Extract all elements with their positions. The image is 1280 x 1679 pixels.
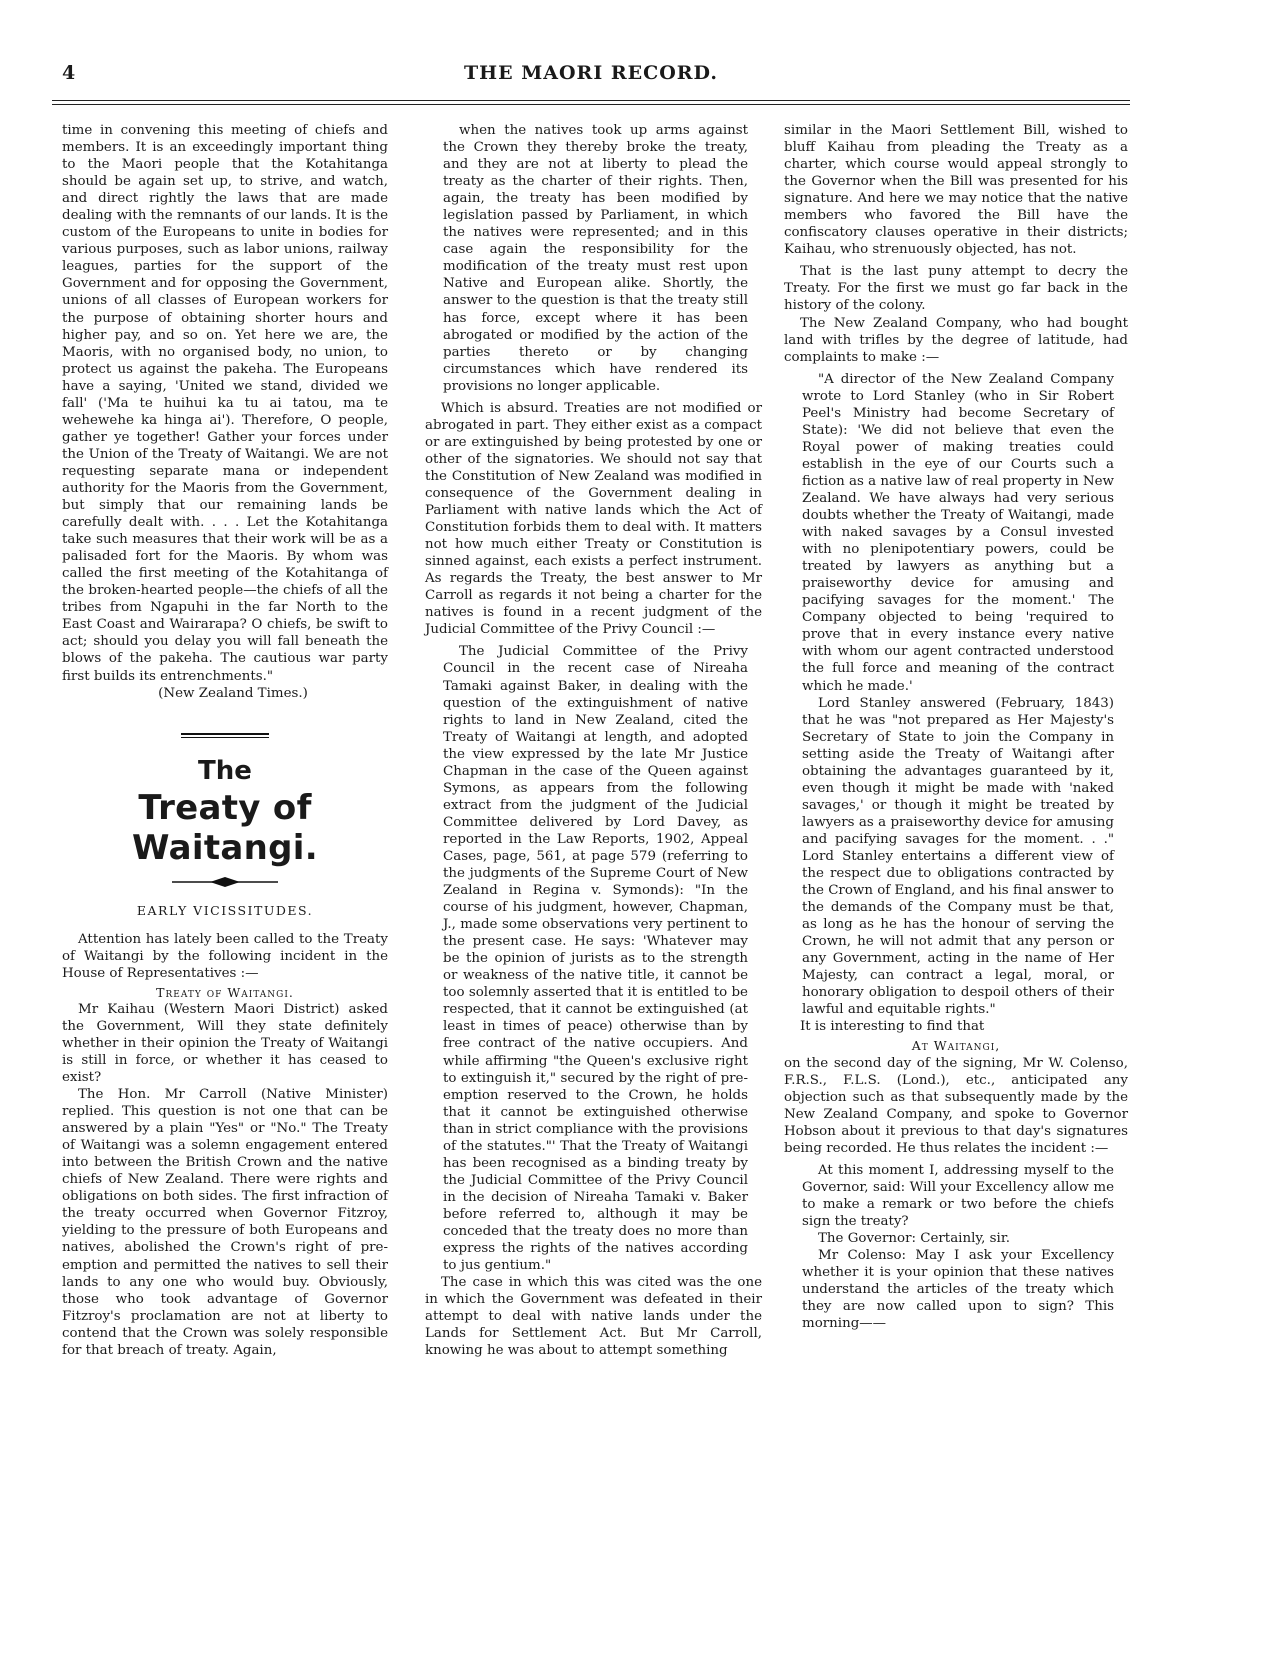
paragraph: Attention has lately been called to the Treaty of Waitangi by the following incident in the House of Representatives :— xyxy=(62,931,388,981)
page-number: 4 xyxy=(62,62,76,84)
quoted-paragraph: Lord Stanley answered (February, 1843) that he was "not prepared as Her Majesty's Secretary of State to join the Company in setting aside the Treaty of Waitangi after obtaining the advantages guaranteed by it, even though it might be made with 'naked savages,' or though it might be treated by lawyers as a praiseworthy device for amusing and pacifying savages for the moment. . ." Lord Stanley entertains a different view of the respect due to obligations contracted by the Crown of England, and his final answer to the demands of the Company must be that, as long as he has the honour of serving the Crown, he will not admit that any person or any Government, acting in the name of Her Majesty, can contract a legal, moral, or honorary obligation to despoil others of their lawful and equitable rights." xyxy=(802,695,1114,1018)
paragraph: The New Zealand Company, who had bought land with trifles by the degree of latitude, had complaints to make :— xyxy=(784,315,1128,365)
quoted-paragraph: At this moment I, addressing myself to the Governor, said: Will your Excellency allow me to make a remark or two before the chiefs sign the treaty? xyxy=(802,1162,1114,1229)
section-heading: Treaty of Waitangi. xyxy=(156,984,294,1000)
quoted-paragraph: "A director of the New Zealand Company wrote to Lord Stanley (who in Sir Robert Peel's Ministry had become Secretary of State): 'We did not believe that even the Royal power of making treaties could establish in the eye of our Courts such a fiction as a native law of real property in New Zealand. We have always had very serious doubts whether the Treaty of Waitangi, made with naked savages by a Consul invested with no plenipotentiary powers, could be treated by lawyers as anything but a praiseworthy device for amusing and pacifying savages for the moment.' The Company objected to being 'required to prove that in every instance every native with whom our agent contracted understood the full force and meaning of the contract which he made.' xyxy=(802,371,1114,694)
paragraph: on the second day of the signing, Mr W. Colenso, F.R.S., F.L.S. (Lond.), etc., anticipated any objection such as that subsequently made by the New Zealand Company, and spoke to Governor Hobson about it previous to that day's signatures being recorded. He thus relates the incident :— xyxy=(784,1055,1128,1156)
article-title-line1: The xyxy=(198,755,252,786)
paragraph: That is the last puny attempt to decry the Treaty. For the first we must go far back in the history of the colony. xyxy=(784,264,1128,314)
quoted-paragraph: when the natives took up arms against the Crown they thereby broke the treaty, and they are not at liberty to plead the treaty as the charter of their rights. Then, again, the treaty has been modified by legislation passed by Parliament, in which the natives were represented; and in this case again the responsibility for the modification of the treaty must rest upon Native and European alike. Shortly, the answer to the question is that the treaty still has force, except where it has been abrogated or modified by the action of the parties thereto or by changing circumstances which have rendered its provisions no longer applicable. xyxy=(443,123,748,394)
section-divider xyxy=(181,733,269,738)
paragraph: The case in which this was cited was the one in which the Government was defeated in their attempt to deal with native lands under the Lands for Settlement Act. But Mr Carroll, knowing he was about to attempt something xyxy=(425,1275,762,1359)
paragraph: Which is absurd. Treaties are not modified or abrogated in part. They either exist as a compact or are extinguished by being protested by one or other of the signatories. We should not say that the Constitution of New Zealand was modified in consequence of the Government dealing in Parliament with native lands which the Act of Constitution forbids them to deal with. It matters not how much either Treaty or Constitution is sinned against, each exists a perfect instrument. As regards the Treaty, the best answer to Mr Carroll as regards it not being a charter for the natives is found in a recent judgment of the Judicial Committee of the Privy Council :— xyxy=(425,400,762,638)
section-heading: At Waitangi, xyxy=(911,1038,1001,1054)
ornament-divider xyxy=(62,874,388,892)
page-header xyxy=(52,52,1130,92)
column-right xyxy=(784,122,1128,1332)
header-rule-bottom xyxy=(52,104,1130,105)
article-subheading: EARLY VICISSITUDES. xyxy=(136,902,314,918)
quoted-paragraph: The Judicial Committee of the Privy Council in the recent case of Nireaha Tamaki against Baker, in dealing with the question of the extinguishment of native rights to land in New Zealand, cited the Treaty of Waitangi at length, and adopted the view expressed by the late Mr Justice Chapman in the case of the Queen against Symons, as appears from the following extract from the judgment of the Judicial Committee delivered by Lord Davey, as reported in the Law Reports, 1902, Appeal Cases, page, 561, at page 579 (referring to the judgments of the Supreme Court of New Zealand in Regina v. Symonds): "In the course of his judgment, however, Chapman, J., made some observations very pertinent to the present case. He says: 'Whatever may be the opinion of jurists as to the strength or weakness of the native title, it cannot be too solemnly asserted that it is entitled to be respected, that it cannot be extinguished (at least in times of peace) otherwise than by free contract of the native occupiers. And while affirming "the Queen's exclusive right to extinguish it," secured by the right of pre-emption reserved to the Crown, he holds that it cannot be extinguished otherwise than in strict compliance with the provisions of the statutes."' That the Treaty of Waitangi has been recognised as a binding treaty by the Judicial Committee of the Privy Council in the decision of Nireaha Tamaki v. Baker before referred to, although it may be conceded that the treaty does no more than express the rights of the natives according to jus gentium." xyxy=(443,644,748,1274)
attribution: (New Zealand Times.) xyxy=(158,685,308,701)
article-title-line2: Treaty of Waitangi. xyxy=(132,787,318,868)
column-left xyxy=(62,122,388,1359)
paragraph: time in convening this meeting of chiefs and members. It is an exceedingly important thing to the Maori people that the Kotahitanga should be again set up, to strive, and watch, and direct rightly the laws that are made dealing with the remnants of our lands. It is the custom of the Europeans to unite in bodies for various purposes, such as labor unions, railway leagues, parties for the support of the Government and for opposing the Government, unions of all classes of European workers for the purpose of obtaining shorter hours and higher pay, and so on. Yet here we are, the Maoris, with no organised body, no union, to protect us against the pakeha. The Europeans have a saying, 'United we stand, divided we fall' ('Ma te huihui ka tu ai tatou, ma te wehewehe ka hinga ai'). Therefore, O people, gather ye together! Gather your forces under the Union of the Treaty of Waitangi. We are not requesting separate mana or independent authority for the Maoris from the Government, but simply that our remaining lands be carefully dealt with. . . . Let the Kotahitanga take such measures that their work will be as a palisaded fort for the Maoris. By whom was called the first meeting of the Kotahitanga of the broken-hearted people—the chiefs of all the tribes from Ngapuhi in the far North to the East Coast and Wairarapa? O chiefs, be swift to act; should you delay you will fall beneath the blows of the pakeha. The cautious war party first builds its entrenchments." xyxy=(62,123,388,684)
column-middle xyxy=(425,122,762,1359)
paragraph: similar in the Maori Settlement Bill, wished to bluff Kaihau from pleading the Treaty as a charter, which course would appeal strongly to the Governor when the Bill was presented for his signature. And here we may notice that the native members who favored the Bill have the confiscatory clauses operative in their districts; Kaihau, who strenuously objected, has not. xyxy=(784,123,1128,258)
quoted-paragraph: Mr Colenso: May I ask your Excellency whether it is your opinion that these natives understand the articles of the treaty which they are now called upon to sign? This morning—— xyxy=(802,1248,1114,1332)
masthead-title: THE MAORI RECORD. xyxy=(464,62,718,84)
paragraph: It is interesting to find that xyxy=(800,1019,985,1035)
ornament-icon xyxy=(170,874,280,890)
paragraph: Mr Kaihau (Western Maori District) asked the Government, Will they state definitely whether in their opinion the Treaty of Waitangi is still in force, or whether it has ceased to exist? xyxy=(62,1001,388,1086)
paragraph: The Hon. Mr Carroll (Native Minister) replied. This question is not one that can be answered by a plain "Yes" or "No." The Treaty of Waitangi was a solemn engagement entered into between the British Crown and the native chiefs of New Zealand. There were rights and obligations on both sides. The first infraction of the treaty occurred when Governor Fitzroy, yielding to the pressure of both Europeans and natives, abolished the Crown's right of pre-emption and permitted the natives to sell their lands to any one who would buy. Obviously, those who took advantage of Governor Fitzroy's proclamation are not at liberty to contend that the Crown was solely responsible for that breach of treaty. Again, xyxy=(62,1087,388,1358)
header-rule-top xyxy=(52,100,1130,101)
quoted-paragraph: The Governor: Certainly, sir. xyxy=(818,1231,1011,1246)
